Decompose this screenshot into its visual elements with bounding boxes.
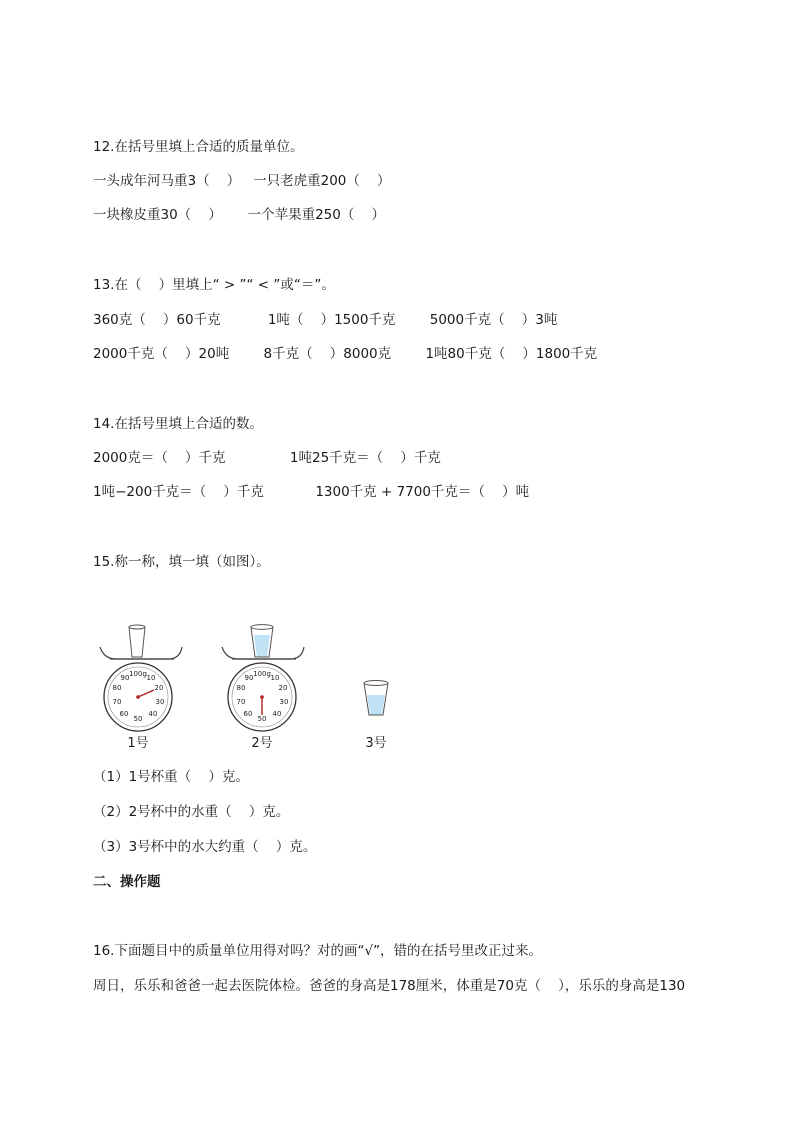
cup-3 xyxy=(364,681,388,716)
scale-1-tick-90: 90 xyxy=(120,674,130,682)
q13-title: 13.在（ ）里填上“ > ”“ < ”或“＝”。 xyxy=(93,277,335,293)
q13-line-1: 360克（ ）60千克 1吨（ ）1500千克 5000千克（ ）3吨 xyxy=(93,312,558,328)
caption-1: 1号 xyxy=(127,736,149,751)
cup-2-water xyxy=(254,635,270,657)
scale-2-tick-30: 30 xyxy=(279,698,289,706)
scale-1-tick-30: 30 xyxy=(155,698,165,706)
q14-line-2: 1吨−200千克＝（ ）千克 1300千克 + 7700千克＝（ ）吨 xyxy=(93,484,530,500)
q16-line-1: 周日，乐乐和爸爸一起去医院体检。爸爸的身高是178厘米，体重是70克（ ），乐乐的身高是130 xyxy=(93,978,686,994)
scale-2-tick-20: 20 xyxy=(278,684,288,692)
scale-2-tick-60: 60 xyxy=(243,710,253,718)
scales-figure xyxy=(96,615,416,755)
q12-line-1: 一头成年河马重3（ ） 一只老虎重200（ ） xyxy=(93,173,391,189)
scale-1-tick-70: 70 xyxy=(112,698,122,706)
scale-1-tick-100: 100g xyxy=(129,670,147,678)
scale-2-tick-50: 50 xyxy=(257,715,267,723)
scale-1-tick-10: 10 xyxy=(146,674,156,682)
scale-2 xyxy=(222,625,304,731)
q13-line-2: 2000千克（ ）20吨 8千克（ ）8000克 1吨80千克（ ）1800千克 xyxy=(93,346,598,362)
scale-1-tick-60: 60 xyxy=(119,710,129,718)
scale-1-pivot xyxy=(136,695,140,699)
scale-1 xyxy=(100,625,182,731)
q15-sub-1: （1）1号杯重（ ）克。 xyxy=(93,769,249,785)
scale-1-tick-40: 40 xyxy=(148,710,158,718)
cup-1-rim xyxy=(129,625,145,629)
caption-3: 3号 xyxy=(365,736,387,751)
cup-3-rim xyxy=(364,681,388,686)
scale-1-tick-20: 20 xyxy=(154,684,164,692)
section-2-heading: 二、操作题 xyxy=(93,874,161,890)
q12-line-2: 一块橡皮重30（ ） 一个苹果重250（ ） xyxy=(93,207,386,223)
caption-2: 2号 xyxy=(251,736,273,751)
scale-2-tick-90: 90 xyxy=(244,674,254,682)
scale-2-pivot xyxy=(260,695,264,699)
scale-1-tick-50: 50 xyxy=(133,715,143,723)
scale-1-tick-80: 80 xyxy=(112,684,122,692)
q12-title: 12.在括号里填上合适的质量单位。 xyxy=(93,139,304,155)
scale-2-tick-10: 10 xyxy=(270,674,280,682)
cup-3-water xyxy=(367,695,385,715)
scale-2-tick-100: 100g xyxy=(253,670,271,678)
q14-title: 14.在括号里填上合适的数。 xyxy=(93,416,263,432)
scale-2-tick-40: 40 xyxy=(272,710,282,718)
scale-2-tick-80: 80 xyxy=(236,684,246,692)
cup-2-rim xyxy=(251,625,273,630)
q15-sub-3: （3）3号杯中的水大约重（ ）克。 xyxy=(93,839,317,855)
q14-line-1: 2000克＝（ ）千克 1吨25千克＝（ ）千克 xyxy=(93,450,441,466)
q15-title: 15.称一称，填一填（如图）。 xyxy=(93,554,270,570)
q16-title: 16.下面题目中的质量单位用得对吗？对的画“√”，错的在括号里改正过来。 xyxy=(93,943,543,959)
scales-illustration xyxy=(96,615,416,755)
q15-sub-2: （2）2号杯中的水重（ ）克。 xyxy=(93,804,290,820)
scale-2-tick-70: 70 xyxy=(236,698,246,706)
cup-1-icon xyxy=(129,627,145,657)
